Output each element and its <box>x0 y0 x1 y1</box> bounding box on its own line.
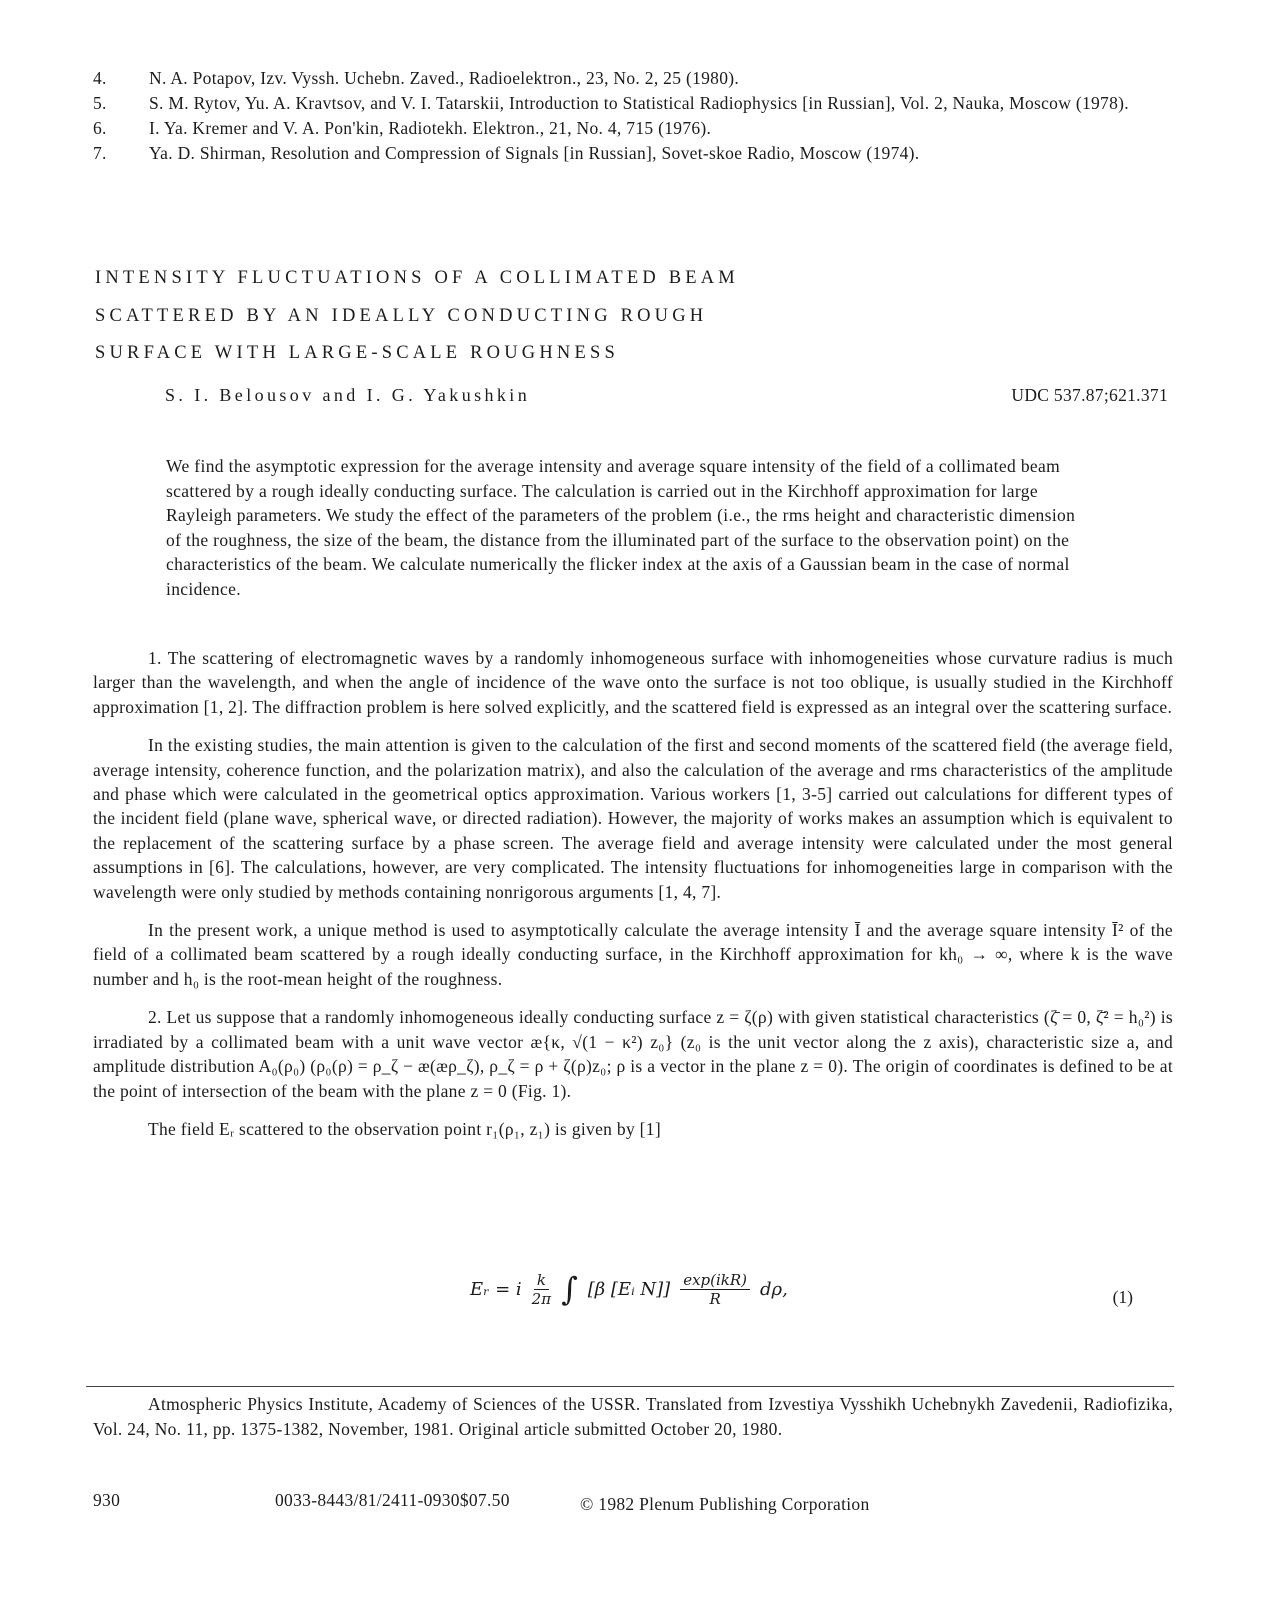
page-number: 930 <box>93 1490 121 1510</box>
reference-number: 6. <box>93 118 107 138</box>
equation-tail: dρ, <box>760 1278 788 1300</box>
footnote: Atmospheric Physics Institute, Academy of Sciences of the USSR. Translated from Izvestiya Vysshikh Uchebnykh Zavedenii, Radiofizika, Vol. 24, No. 11, pp. 1375-1382, November, 1981. Original article submitted October 20, 1980. <box>93 1394 1173 1439</box>
udc-code: UDC 537.87;621.371 <box>1011 385 1168 405</box>
paragraph: The field Eᵣ scattered to the observation point r₁(ρ₁, z₁) is given by [1] <box>148 1118 661 1139</box>
authors: S. I. Belousov and I. G. Yakushkin <box>165 385 531 405</box>
equation-1 <box>470 1270 788 1308</box>
footnote-divider <box>86 1386 1174 1387</box>
reference-text: N. A. Potapov, Izv. Vyssh. Uchebn. Zaved., Radioelektron., 23, No. 2, 25 (1980). <box>149 68 740 88</box>
reference-list <box>93 66 1173 166</box>
integral-sign: ∫ <box>561 1270 578 1308</box>
fraction-denominator: R <box>709 1289 721 1308</box>
reference-text: Ya. D. Shirman, Resolution and Compression of Signals [in Russian], Sovet-skoe Radio, Moscow (1974). <box>149 143 920 163</box>
reference-number: 5. <box>93 93 107 113</box>
reference-item <box>93 66 1173 91</box>
paragraph: In the present work, a unique method is used to asymptotically calculate the average intensity Ī and the average square intensity Ī² of the field of a collimated beam scattered by a rough ideally conducting surface, in the Kirchhoff approximation for kh₀ → ∞, where k is the wave number and h₀ is the root-mean height of the roughness. <box>93 920 1173 989</box>
equation-number: (1) <box>1112 1287 1133 1307</box>
fraction-numerator: exp(ikR) <box>680 1271 750 1290</box>
fraction <box>532 1271 551 1308</box>
paragraph: In the existing studies, the main attention is given to the calculation of the first and second moments of the scattered field (the average field, average intensity, coherence function, and the polarization matrix), and also the calculation of the average and rms characteristics of the amplitude and phase which were calculated in the geometrical optics approximation. Various workers [1, 3-5] carried out calculations for different types of the incident field (plane wave, spherical wave, or directed radiation). However, the majority of works makes an assumption which is equivalent to the replacement of the scattering surface by a phase screen. The average field and average intensity were calculated under the most general assumptions in [6]. The calculations, however, are very complicated. The intensity fluctuations for inhomogeneities large in comparison with the wavelength were only studied by methods containing nonrigorous arguments [1, 4, 7]. <box>93 735 1173 902</box>
journal-code: 0033-8443/81/2411-0930$07.50 <box>275 1490 510 1510</box>
article-body <box>93 646 1173 1155</box>
equation-lhs: Eᵣ = i <box>470 1278 522 1300</box>
reference-number: 4. <box>93 68 107 88</box>
paragraph: 1. The scattering of electromagnetic waves by a randomly inhomogeneous surface with inhomogeneities whose curvature radius is much larger than the wavelength, and when the angle of incidence of the wave onto the surface is not too oblique, is usually studied in the Kirchhoff approximation [1, 2]. The diffraction problem is here solved explicitly, and the scattered field is expressed as an integral over the scattering surface. <box>93 648 1173 717</box>
article-title <box>95 260 739 373</box>
title-line: SCATTERED BY AN IDEALLY CONDUCTING ROUGH <box>95 305 708 326</box>
abstract: We find the asymptotic expression for the average intensity and average square intensity of the field of a collimated beam scattered by a rough ideally conducting surface. The calculation is carried out in the Kirchhoff approximation for large Rayleigh parameters. We study the effect of the parameters of the problem (i.e., the rms height and characteristic dimension of the roughness, the size of the beam, the distance from the illuminated part of the surface to the observation point) on the characteristics of the beam. We calculate numerically the flicker index at the axis of a Gaussian beam in the case of normal incidence. <box>166 456 1076 599</box>
fraction-denominator: 2π <box>531 1289 552 1308</box>
fraction-numerator: k <box>534 1271 549 1290</box>
equation-bracket: [β [Eᵢ N]] <box>587 1278 671 1300</box>
reference-item <box>93 91 1173 116</box>
fraction <box>680 1271 750 1308</box>
title-line: SURFACE WITH LARGE-SCALE ROUGHNESS <box>95 343 619 363</box>
reference-text: S. M. Rytov, Yu. A. Kravtsov, and V. I. Tatarskii, Introduction to Statistical Radiophysics [in Russian], Vol. 2, Nauka, Moscow (1978). <box>149 93 1129 113</box>
title-line: INTENSITY FLUCTUATIONS OF A COLLIMATED BEAM <box>95 268 739 288</box>
reference-number: 7. <box>93 143 107 163</box>
reference-item <box>93 116 1173 141</box>
copyright: © 1982 Plenum Publishing Corporation <box>580 1494 870 1514</box>
reference-text: I. Ya. Kremer and V. A. Pon'kin, Radiotekh. Elektron., 21, No. 4, 715 (1976). <box>149 118 712 138</box>
paragraph: 2. Let us suppose that a randomly inhomogeneous ideally conducting surface z = ζ(ρ) with given statistical characteristics (ζ̄ = 0, ζ̄² = h₀²) is irradiated by a collimated beam with a unit wave vector æ{κ, √(1 − κ²) z₀} (z₀ is the unit vector along the z axis), characteristic size a, and amplitude distribution A₀(ρ₀) (ρ₀(ρ) = ρ_ζ − æ(æρ_ζ), ρ_ζ = ρ + ζ(ρ)z₀; ρ is a vector in the plane z = 0). The origin of coordinates is defined to be at the point of intersection of the beam with the plane z = 0 (Fig. 1). <box>93 1007 1173 1101</box>
reference-item <box>93 141 1173 166</box>
